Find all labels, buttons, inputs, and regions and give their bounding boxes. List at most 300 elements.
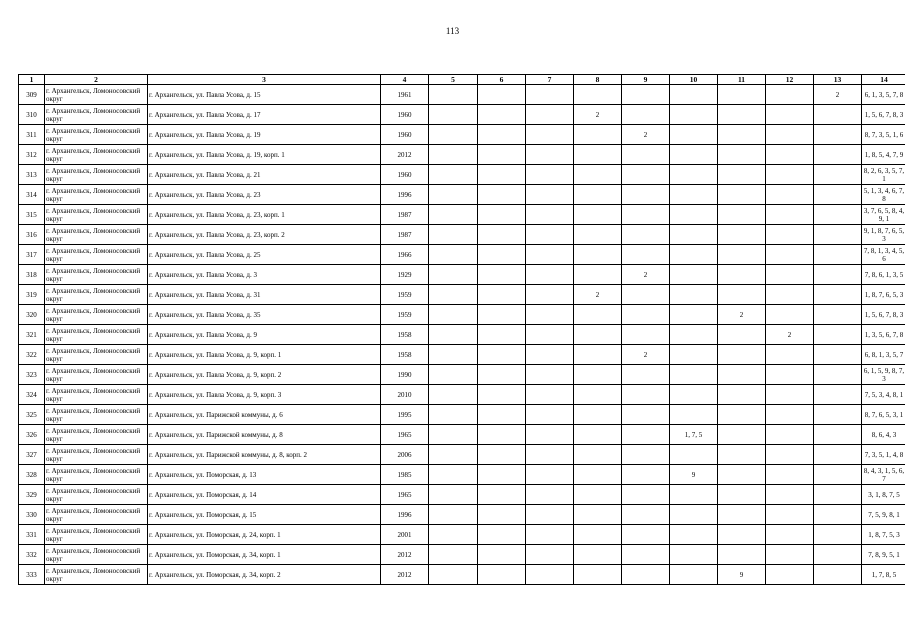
col12-cell (766, 165, 814, 185)
table-row (19, 505, 905, 525)
col10-cell (670, 385, 718, 405)
district-cell: г. Архангельск, Ломоносовский округ (45, 145, 148, 165)
registry-table (18, 74, 905, 585)
col7-cell (526, 525, 574, 545)
col9-cell (622, 385, 670, 405)
row-number: 310 (19, 105, 45, 125)
table-row (19, 105, 905, 125)
col7-cell (526, 105, 574, 125)
col9-cell (622, 545, 670, 565)
col11-cell: 9 (718, 565, 766, 585)
address-cell: г. Архангельск, ул. Павла Усова, д. 9, корп. 3 (148, 385, 381, 405)
col7-cell (526, 325, 574, 345)
col6-cell (478, 405, 526, 425)
col11-cell (718, 445, 766, 465)
col10-cell (670, 405, 718, 425)
col9-cell (622, 185, 670, 205)
col12-cell (766, 505, 814, 525)
col6-cell (478, 245, 526, 265)
col10-cell (670, 145, 718, 165)
col10-cell (670, 185, 718, 205)
col12-cell (766, 545, 814, 565)
district-cell: г. Архангельск, Ломоносовский округ (45, 225, 148, 245)
col13-cell (814, 565, 862, 585)
district-cell: г. Архангельск, Ломоносовский округ (45, 205, 148, 225)
col12-cell (766, 465, 814, 485)
col14-cell: 6, 1, 3, 5, 7, 8 (862, 85, 905, 105)
column-header-2: 2 (45, 75, 148, 85)
col5-cell (429, 205, 478, 225)
row-number: 318 (19, 265, 45, 285)
year-cell: 1958 (381, 325, 429, 345)
col5-cell (429, 525, 478, 545)
col12-cell (766, 125, 814, 145)
header-row (19, 75, 905, 85)
col10-cell (670, 125, 718, 145)
table-row (19, 245, 905, 265)
year-cell: 1959 (381, 305, 429, 325)
address-cell: г. Архангельск, ул. Поморская, д. 34, корп. 2 (148, 565, 381, 585)
col10-cell (670, 345, 718, 365)
col14-cell: 6, 1, 5, 9, 8, 7, 3 (862, 365, 905, 385)
col13-cell (814, 125, 862, 145)
col6-cell (478, 485, 526, 505)
column-header-9: 9 (622, 75, 670, 85)
table-row (19, 445, 905, 465)
col8-cell (574, 405, 622, 425)
col5-cell (429, 465, 478, 485)
col8-cell: 2 (574, 105, 622, 125)
table-row (19, 545, 905, 565)
row-number: 314 (19, 185, 45, 205)
col7-cell (526, 265, 574, 285)
row-number: 322 (19, 345, 45, 365)
year-cell: 1965 (381, 485, 429, 505)
col7-cell (526, 165, 574, 185)
col13-cell: 2 (814, 85, 862, 105)
col12-cell (766, 145, 814, 165)
col5-cell (429, 565, 478, 585)
col9-cell (622, 105, 670, 125)
district-cell: г. Архангельск, Ломоносовский округ (45, 105, 148, 125)
col12-cell (766, 245, 814, 265)
column-header-12: 12 (766, 75, 814, 85)
col7-cell (526, 485, 574, 505)
col5-cell (429, 165, 478, 185)
col6-cell (478, 465, 526, 485)
col12-cell (766, 385, 814, 405)
col7-cell (526, 225, 574, 245)
col13-cell (814, 305, 862, 325)
table-row (19, 85, 905, 105)
col8-cell (574, 165, 622, 185)
address-cell: г. Архангельск, ул. Павла Усова, д. 9, корп. 1 (148, 345, 381, 365)
col9-cell (622, 225, 670, 245)
col13-cell (814, 105, 862, 125)
col9-cell (622, 165, 670, 185)
col11-cell (718, 145, 766, 165)
table-row (19, 125, 905, 145)
col12-cell (766, 225, 814, 245)
table-row (19, 225, 905, 245)
col5-cell (429, 425, 478, 445)
col6-cell (478, 445, 526, 465)
district-cell: г. Архангельск, Ломоносовский округ (45, 565, 148, 585)
col12-cell (766, 285, 814, 305)
col8-cell (574, 245, 622, 265)
year-cell: 1960 (381, 165, 429, 185)
col5-cell (429, 405, 478, 425)
column-header-3: 3 (148, 75, 381, 85)
col6-cell (478, 265, 526, 285)
col9-cell (622, 305, 670, 325)
row-number: 319 (19, 285, 45, 305)
col7-cell (526, 245, 574, 265)
year-cell: 1987 (381, 225, 429, 245)
col10-cell (670, 225, 718, 245)
column-header-5: 5 (429, 75, 478, 85)
col11-cell (718, 345, 766, 365)
col6-cell (478, 425, 526, 445)
col14-cell: 9, 1, 8, 7, 6, 5, 3 (862, 225, 905, 245)
year-cell: 1996 (381, 185, 429, 205)
col11-cell (718, 225, 766, 245)
col8-cell (574, 325, 622, 345)
district-cell: г. Архангельск, Ломоносовский округ (45, 385, 148, 405)
col5-cell (429, 365, 478, 385)
col7-cell (526, 425, 574, 445)
address-cell: г. Архангельск, ул. Поморская, д. 34, корп. 1 (148, 545, 381, 565)
col13-cell (814, 485, 862, 505)
column-header-14: 14 (862, 75, 905, 85)
row-number: 312 (19, 145, 45, 165)
col11-cell (718, 385, 766, 405)
col9-cell (622, 505, 670, 525)
address-cell: г. Архангельск, ул. Парижской коммуны, д. 6 (148, 405, 381, 425)
col12-cell (766, 425, 814, 445)
col6-cell (478, 505, 526, 525)
col14-cell: 1, 8, 7, 6, 5, 3 (862, 285, 905, 305)
col14-cell: 1, 5, 6, 7, 8, 3 (862, 105, 905, 125)
col13-cell (814, 365, 862, 385)
col11-cell (718, 505, 766, 525)
row-number: 320 (19, 305, 45, 325)
col14-cell: 7, 5, 9, 8, 1 (862, 505, 905, 525)
col8-cell (574, 425, 622, 445)
col14-cell: 6, 8, 1, 3, 5, 7 (862, 345, 905, 365)
year-cell: 1990 (381, 365, 429, 385)
col5-cell (429, 85, 478, 105)
col9-cell (622, 145, 670, 165)
column-header-13: 13 (814, 75, 862, 85)
col14-cell: 3, 1, 8, 7, 5 (862, 485, 905, 505)
col8-cell (574, 225, 622, 245)
col10-cell (670, 325, 718, 345)
col6-cell (478, 145, 526, 165)
col9-cell (622, 285, 670, 305)
col6-cell (478, 165, 526, 185)
col11-cell (718, 365, 766, 385)
col8-cell (574, 565, 622, 585)
col12-cell (766, 305, 814, 325)
district-cell: г. Архангельск, Ломоносовский округ (45, 405, 148, 425)
col14-cell: 1, 3, 5, 6, 7, 8 (862, 325, 905, 345)
col6-cell (478, 385, 526, 405)
col5-cell (429, 385, 478, 405)
col7-cell (526, 285, 574, 305)
col9-cell (622, 85, 670, 105)
col12-cell (766, 345, 814, 365)
col6-cell (478, 525, 526, 545)
col9-cell (622, 325, 670, 345)
col7-cell (526, 565, 574, 585)
col9-cell: 2 (622, 265, 670, 285)
col14-cell: 7, 8, 6, 1, 3, 5 (862, 265, 905, 285)
year-cell: 1929 (381, 265, 429, 285)
col11-cell (718, 185, 766, 205)
col12-cell (766, 265, 814, 285)
address-cell: г. Архангельск, ул. Павла Усова, д. 35 (148, 305, 381, 325)
col7-cell (526, 145, 574, 165)
district-cell: г. Архангельск, Ломоносовский округ (45, 445, 148, 465)
district-cell: г. Архангельск, Ломоносовский округ (45, 485, 148, 505)
col7-cell (526, 465, 574, 485)
row-number: 327 (19, 445, 45, 465)
year-cell: 1960 (381, 105, 429, 125)
col7-cell (526, 85, 574, 105)
col11-cell (718, 405, 766, 425)
col6-cell (478, 225, 526, 245)
col8-cell (574, 385, 622, 405)
year-cell: 2012 (381, 545, 429, 565)
address-cell: г. Архангельск, ул. Парижской коммуны, д. 8, корп. 2 (148, 445, 381, 465)
col10-cell (670, 525, 718, 545)
col10-cell (670, 245, 718, 265)
col5-cell (429, 145, 478, 165)
col14-cell: 7, 5, 3, 4, 8, 1 (862, 385, 905, 405)
col8-cell (574, 265, 622, 285)
col8-cell (574, 145, 622, 165)
table-row (19, 565, 905, 585)
col14-cell: 8, 7, 3, 5, 1, 6 (862, 125, 905, 145)
col10-cell (670, 85, 718, 105)
col7-cell (526, 505, 574, 525)
year-cell: 1987 (381, 205, 429, 225)
table-row (19, 405, 905, 425)
address-cell: г. Архангельск, ул. Павла Усова, д. 19, корп. 1 (148, 145, 381, 165)
col5-cell (429, 245, 478, 265)
col7-cell (526, 445, 574, 465)
col11-cell (718, 245, 766, 265)
col13-cell (814, 145, 862, 165)
col11-cell (718, 165, 766, 185)
col14-cell: 8, 6, 4, 3 (862, 425, 905, 445)
col14-cell: 1, 8, 7, 5, 3 (862, 525, 905, 545)
row-number: 325 (19, 405, 45, 425)
col10-cell (670, 545, 718, 565)
year-cell: 1996 (381, 505, 429, 525)
col11-cell (718, 265, 766, 285)
col6-cell (478, 205, 526, 225)
col6-cell (478, 85, 526, 105)
col14-cell: 7, 8, 9, 5, 1 (862, 545, 905, 565)
col13-cell (814, 545, 862, 565)
district-cell: г. Архангельск, Ломоносовский округ (45, 365, 148, 385)
table-row (19, 265, 905, 285)
col8-cell (574, 545, 622, 565)
col14-cell: 7, 8, 1, 3, 4, 5, 6 (862, 245, 905, 265)
col7-cell (526, 405, 574, 425)
row-number: 311 (19, 125, 45, 145)
col11-cell (718, 545, 766, 565)
col11-cell (718, 425, 766, 445)
row-number: 331 (19, 525, 45, 545)
table-row (19, 365, 905, 385)
col7-cell (526, 385, 574, 405)
col13-cell (814, 505, 862, 525)
year-cell: 1958 (381, 345, 429, 365)
table-row (19, 285, 905, 305)
col10-cell (670, 105, 718, 125)
col6-cell (478, 345, 526, 365)
col6-cell (478, 545, 526, 565)
district-cell: г. Архангельск, Ломоносовский округ (45, 285, 148, 305)
col13-cell (814, 325, 862, 345)
col6-cell (478, 285, 526, 305)
row-number: 329 (19, 485, 45, 505)
year-cell: 1966 (381, 245, 429, 265)
col14-cell: 5, 1, 3, 4, 6, 7, 8 (862, 185, 905, 205)
address-cell: г. Архангельск, ул. Поморская, д. 15 (148, 505, 381, 525)
col13-cell (814, 425, 862, 445)
col11-cell (718, 285, 766, 305)
col6-cell (478, 305, 526, 325)
year-cell: 1995 (381, 405, 429, 425)
col14-cell: 8, 7, 6, 5, 3, 1 (862, 405, 905, 425)
col8-cell (574, 125, 622, 145)
col7-cell (526, 125, 574, 145)
col9-cell (622, 465, 670, 485)
col11-cell (718, 485, 766, 505)
col8-cell (574, 305, 622, 325)
col9-cell: 2 (622, 345, 670, 365)
col11-cell (718, 465, 766, 485)
col6-cell (478, 185, 526, 205)
col6-cell (478, 125, 526, 145)
col5-cell (429, 345, 478, 365)
col10-cell (670, 205, 718, 225)
table-row (19, 385, 905, 405)
address-cell: г. Архангельск, ул. Павла Усова, д. 3 (148, 265, 381, 285)
col11-cell (718, 325, 766, 345)
year-cell: 2010 (381, 385, 429, 405)
row-number: 323 (19, 365, 45, 385)
col12-cell (766, 565, 814, 585)
district-cell: г. Архангельск, Ломоносовский округ (45, 545, 148, 565)
col13-cell (814, 445, 862, 465)
col10-cell (670, 265, 718, 285)
col9-cell (622, 445, 670, 465)
col14-cell: 3, 7, 6, 5, 8, 4, 9, 1 (862, 205, 905, 225)
col12-cell (766, 365, 814, 385)
col10-cell (670, 165, 718, 185)
table-row (19, 325, 905, 345)
col8-cell (574, 345, 622, 365)
col9-cell (622, 485, 670, 505)
table-row (19, 525, 905, 545)
column-header-1: 1 (19, 75, 45, 85)
col14-cell: 8, 2, 6, 3, 5, 7, 1 (862, 165, 905, 185)
col5-cell (429, 505, 478, 525)
table-row (19, 345, 905, 365)
col5-cell (429, 265, 478, 285)
col13-cell (814, 465, 862, 485)
district-cell: г. Архангельск, Ломоносовский округ (45, 465, 148, 485)
col12-cell: 2 (766, 325, 814, 345)
col12-cell (766, 485, 814, 505)
column-header-11: 11 (718, 75, 766, 85)
col13-cell (814, 265, 862, 285)
col5-cell (429, 445, 478, 465)
col10-cell (670, 485, 718, 505)
col5-cell (429, 125, 478, 145)
col5-cell (429, 305, 478, 325)
col9-cell (622, 525, 670, 545)
col13-cell (814, 385, 862, 405)
col13-cell (814, 205, 862, 225)
col9-cell (622, 245, 670, 265)
col6-cell (478, 105, 526, 125)
row-number: 330 (19, 505, 45, 525)
district-cell: г. Архангельск, Ломоносовский округ (45, 325, 148, 345)
district-cell: г. Архангельск, Ломоносовский округ (45, 305, 148, 325)
col13-cell (814, 245, 862, 265)
address-cell: г. Архангельск, ул. Поморская, д. 13 (148, 465, 381, 485)
col5-cell (429, 225, 478, 245)
district-cell: г. Архангельск, Ломоносовский округ (45, 505, 148, 525)
col6-cell (478, 365, 526, 385)
row-number: 309 (19, 85, 45, 105)
column-header-8: 8 (574, 75, 622, 85)
col14-cell: 1, 7, 8, 5 (862, 565, 905, 585)
year-cell: 1985 (381, 465, 429, 485)
col6-cell (478, 565, 526, 585)
year-cell: 2012 (381, 565, 429, 585)
district-cell: г. Архангельск, Ломоносовский округ (45, 185, 148, 205)
column-header-6: 6 (478, 75, 526, 85)
col8-cell (574, 85, 622, 105)
col5-cell (429, 185, 478, 205)
col14-cell: 8, 4, 3, 1, 5, 6, 7 (862, 465, 905, 485)
col11-cell (718, 125, 766, 145)
district-cell: г. Архангельск, Ломоносовский округ (45, 125, 148, 145)
col9-cell (622, 205, 670, 225)
row-number: 324 (19, 385, 45, 405)
page-number: 113 (445, 26, 460, 36)
col12-cell (766, 205, 814, 225)
col8-cell (574, 205, 622, 225)
row-number: 316 (19, 225, 45, 245)
col5-cell (429, 285, 478, 305)
col12-cell (766, 105, 814, 125)
col11-cell (718, 525, 766, 545)
district-cell: г. Архангельск, Ломоносовский округ (45, 85, 148, 105)
address-cell: г. Архангельск, ул. Павла Усова, д. 21 (148, 165, 381, 185)
col12-cell (766, 185, 814, 205)
address-cell: г. Архангельск, ул. Павла Усова, д. 23 (148, 185, 381, 205)
col10-cell (670, 565, 718, 585)
year-cell: 1965 (381, 425, 429, 445)
